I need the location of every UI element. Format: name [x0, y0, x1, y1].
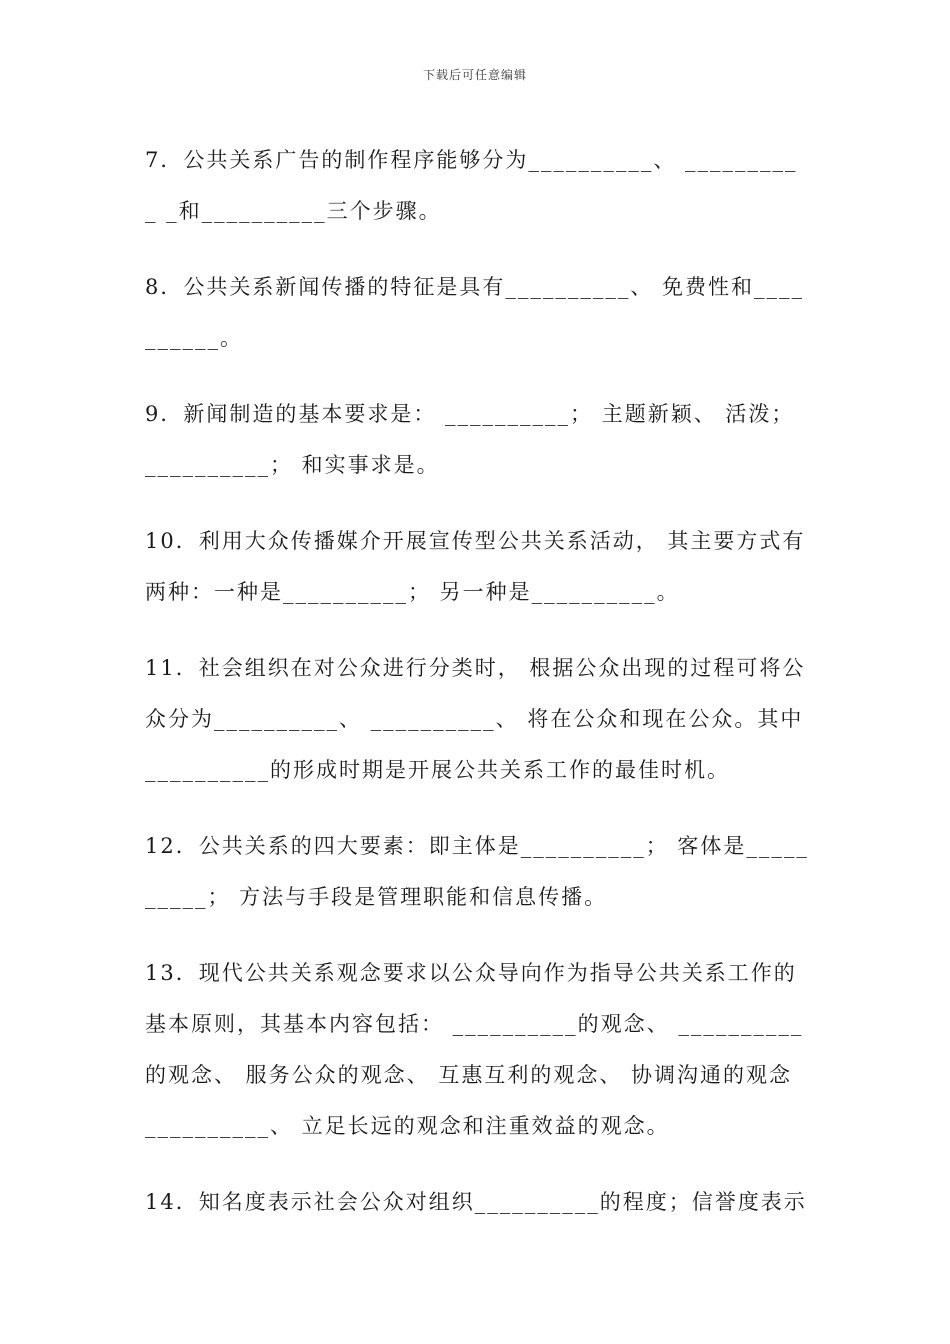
page-header: 下载后可任意编辑 [422, 68, 527, 82]
question-14: 14．知名度表示社会公众对组织__________的程度；信誉度表示 [145, 1190, 807, 1214]
question-12: 12．公共关系的四大要素：即主体是__________； 客体是__________； 方法与手段是管理职能和信息传播。 [145, 834, 809, 909]
question-9: 9．新闻制造的基本要求是： __________； 主题新颖、 活泼； __________； 和实事求是。 [145, 402, 795, 477]
question-13: 13．现代公共关系观念要求以公众导向作为指导公共关系工作的基本原则，其基本内容包括： __________的观念、 __________的观念、 服务公众的观念、 互惠互利的观念、 协调沟通的观念 __________、 立足长远的观念和注重效益的观念。 [145, 961, 804, 1138]
question-8: 8．公共关系新闻传播的特征是具有__________、 免费性和__________。 [145, 275, 805, 350]
question-7: 7．公共关系广告的制作程序能够分为__________、 __________ _和__________三个步骤。 [145, 148, 798, 223]
question-10: 10．利用大众传播媒介开展宣传型公共关系活动， 其主要方式有两种：一种是__________； 另一种是__________。 [145, 529, 806, 604]
question-11: 11．社会组织在对公众进行分类时， 根据公众出现的过程可将公众分为__________、 __________、 将在公众和现在公众。其中__________的形成时期是开展公共关系工作的最佳时机。 [145, 656, 806, 782]
question-list [145, 135, 810, 1253]
